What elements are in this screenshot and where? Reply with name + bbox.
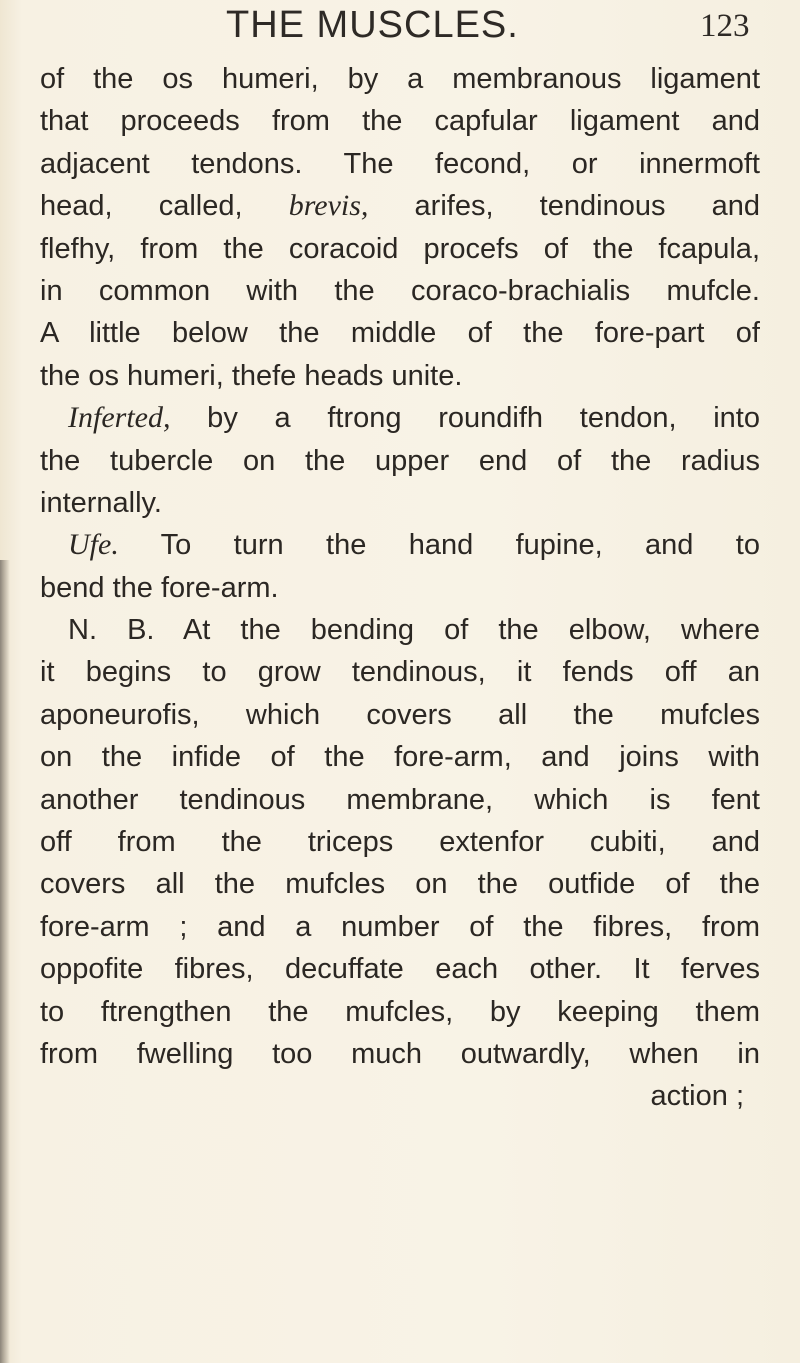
- text-line: bend the fore-arm.: [40, 571, 279, 604]
- running-head: [0, 4, 800, 54]
- text-line: aponeurofis, which covers all the mufcles: [40, 698, 760, 731]
- text-line: covers all the mufcles on the outfide of the: [40, 868, 760, 901]
- text-line: adjacent tendons. The fecond, or innermoft: [40, 147, 760, 180]
- text-line: flefhy, from the coracoid procefs of the fcapula,: [40, 232, 760, 265]
- text-line: internally.: [40, 486, 162, 519]
- text-line: Ufe. To turn the hand fupine, and to: [68, 528, 760, 562]
- italic-heading: Inferted,: [68, 401, 171, 435]
- text-line: in common with the coraco-brachialis mufcle.: [40, 274, 760, 307]
- text-line: to ftrengthen the mufcles, by keeping them: [40, 995, 760, 1028]
- text-line: fore-arm ; and a number of the fibres, from: [40, 910, 760, 943]
- text-line: on the infide of the fore-arm, and joins with: [40, 741, 760, 774]
- text-line: of the os humeri, by a membranous ligament: [40, 63, 760, 95]
- text-line: that proceeds from the capfular ligament and: [40, 105, 760, 138]
- text-line: it begins to grow tendinous, it fends off an: [40, 656, 760, 689]
- text-line: another tendinous membrane, which is fent: [40, 783, 760, 816]
- text-line: the os humeri, thefe heads unite.: [40, 359, 463, 392]
- text-line: oppofite fibres, decuffate each other. It ferves: [40, 953, 760, 986]
- page-number: 123: [700, 8, 750, 44]
- text-line: A little below the middle of the fore-part of: [40, 317, 760, 350]
- text-line: off from the triceps extenfor cubiti, and: [40, 826, 760, 859]
- text-line: N. B. At the bending of the elbow, where: [68, 614, 760, 647]
- italic-term: brevis,: [288, 189, 369, 223]
- running-title: THE MUSCLES.: [226, 4, 519, 46]
- italic-heading: Ufe.: [68, 528, 119, 562]
- text-line: the tubercle on the upper end of the radius: [40, 444, 760, 477]
- catchword-line: action ;: [650, 1080, 744, 1113]
- binding-gutter-shadow: [0, 560, 10, 1363]
- text-line: from fwelling too much outwardly, when in: [40, 1037, 760, 1070]
- text-line: head, called, brevis, arifes, tendinous and: [40, 189, 760, 223]
- body-text: [40, 58, 760, 1118]
- text-line: Inferted, by a ftrong roundifh tendon, into: [68, 401, 760, 435]
